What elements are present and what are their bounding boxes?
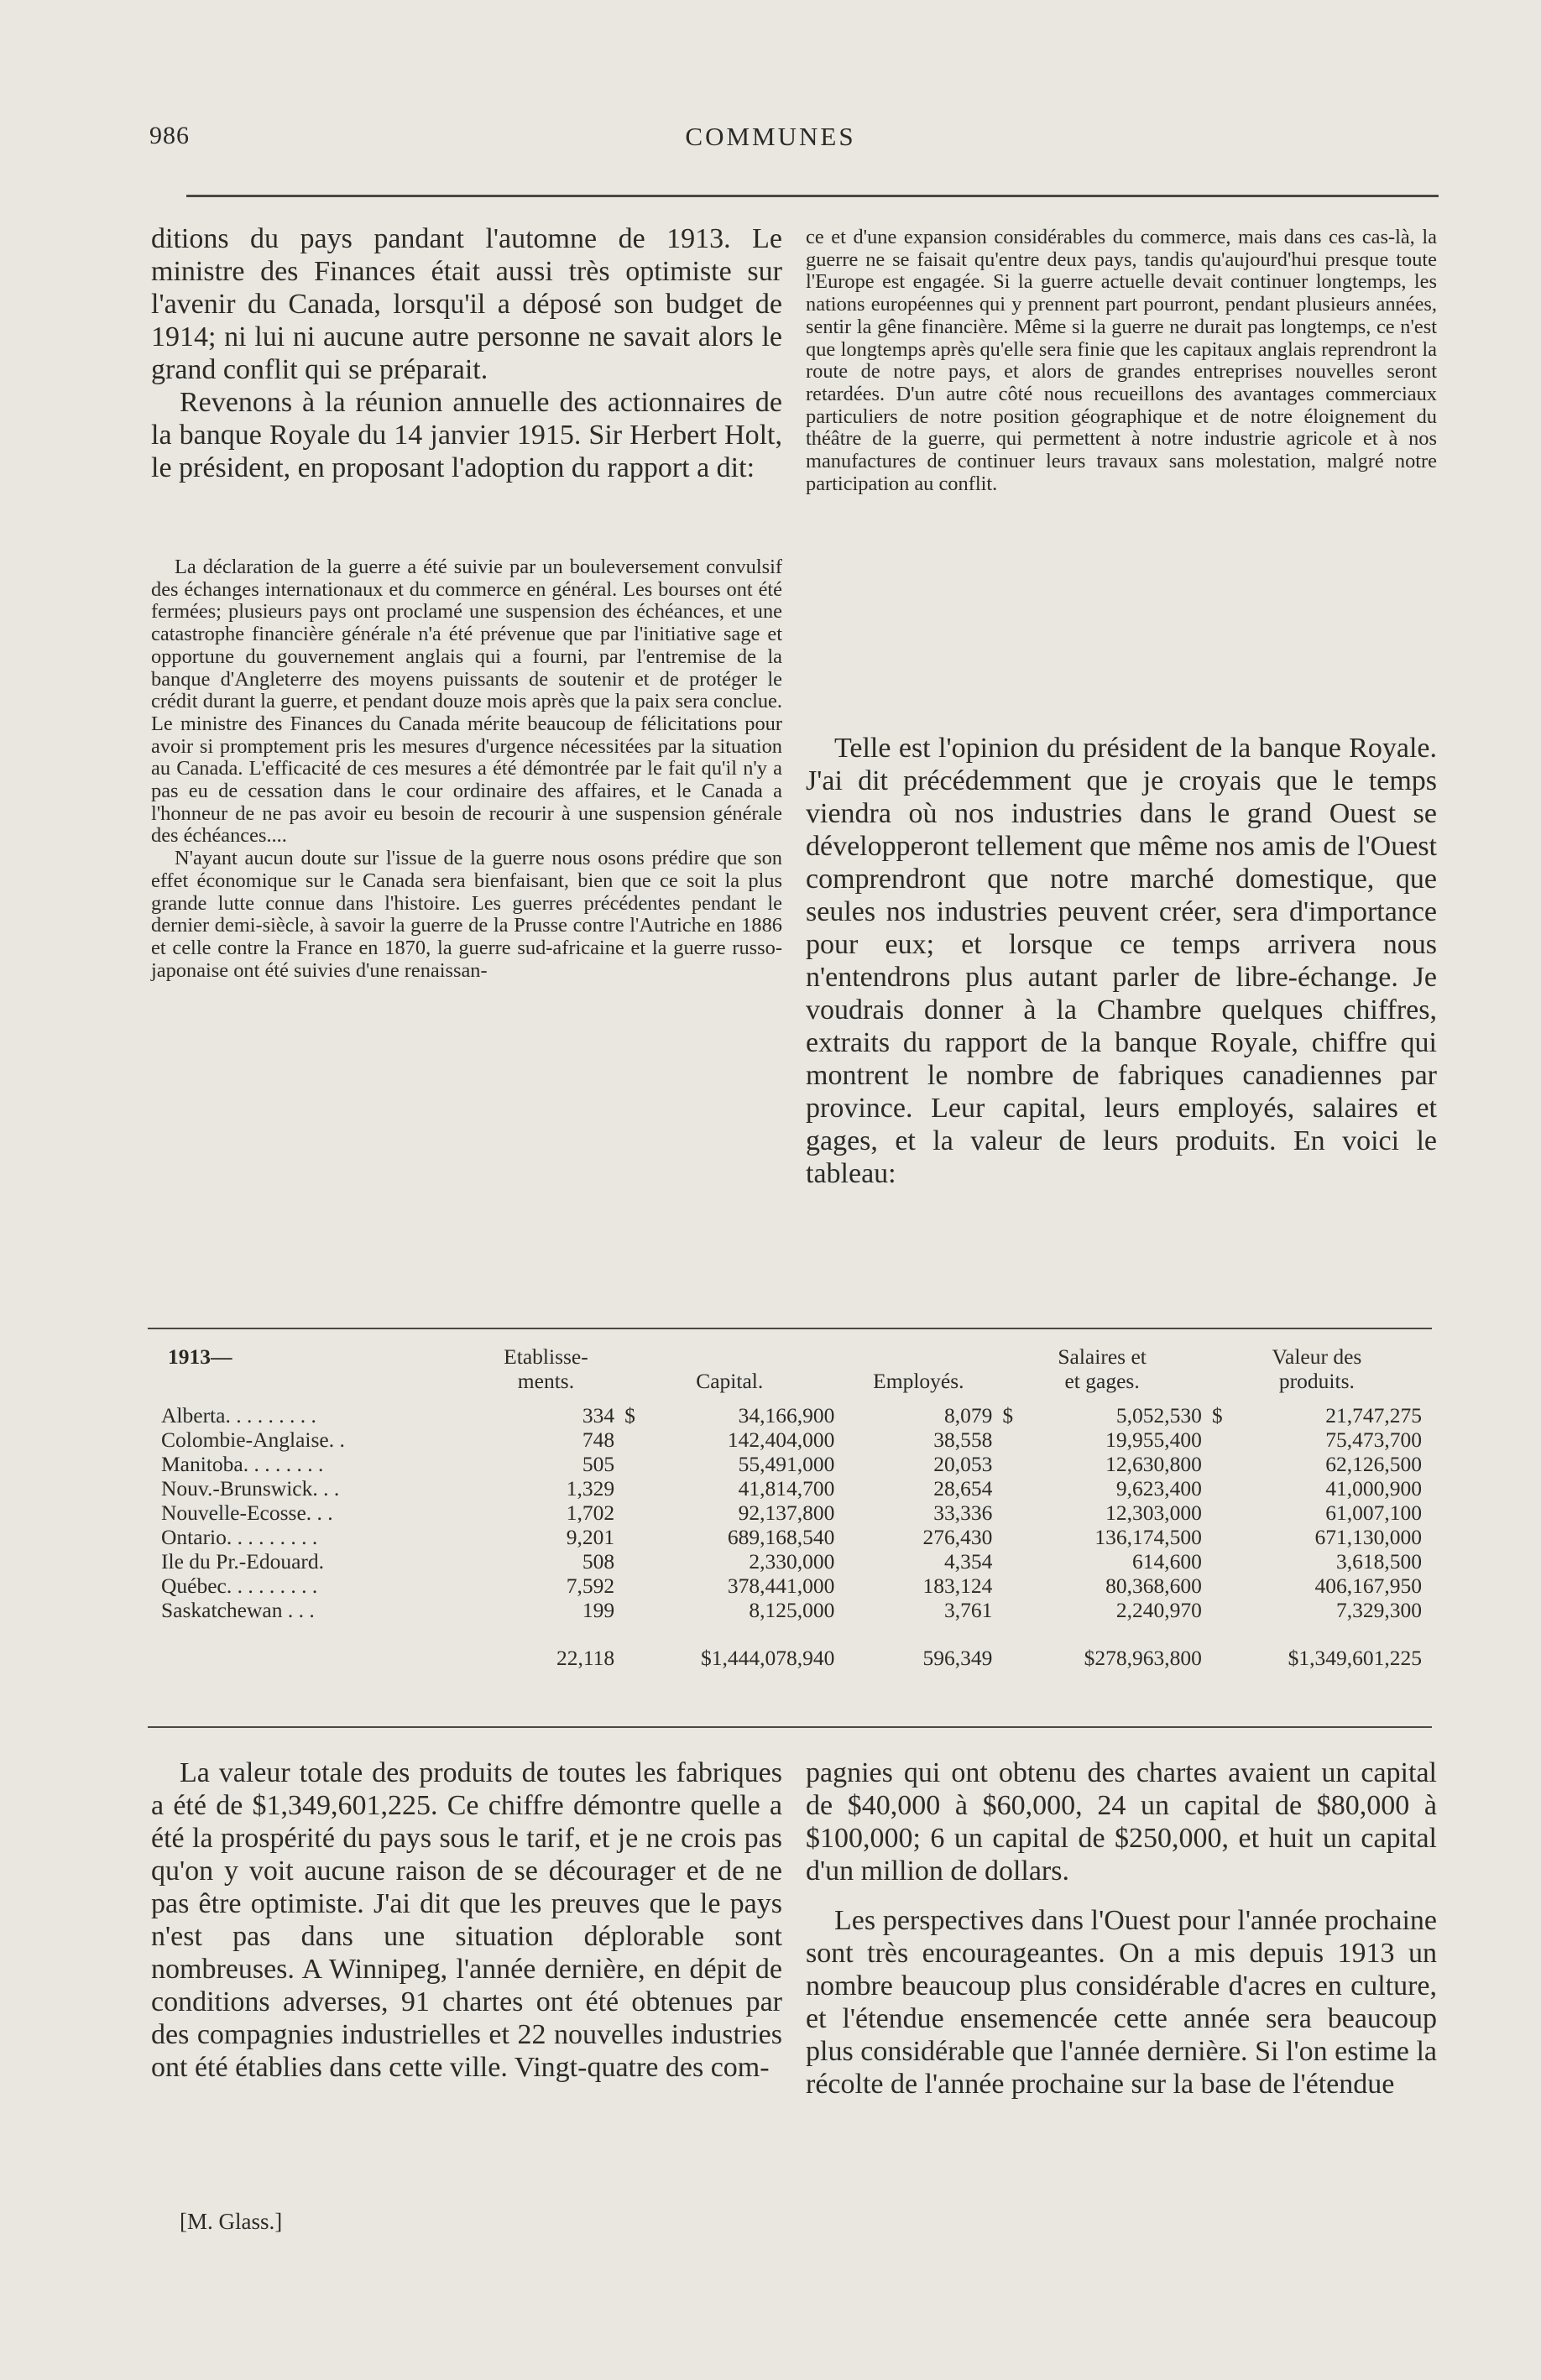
top-right-column bbox=[806, 732, 1437, 1190]
province-cell: Nouv.-Brunswick. . . bbox=[161, 1476, 340, 1501]
wages-cell: 19,955,400 bbox=[1105, 1427, 1202, 1452]
table-row bbox=[151, 1501, 1427, 1525]
establishments-cell: 508 bbox=[582, 1549, 615, 1574]
currency-cell bbox=[619, 1574, 640, 1598]
currency-cell bbox=[997, 1452, 1017, 1476]
establishments-cell: 334 bbox=[582, 1403, 615, 1427]
currency-cell bbox=[619, 1598, 640, 1622]
value-cell: 61,007,100 bbox=[1325, 1501, 1422, 1525]
value-cell: 41,000,900 bbox=[1325, 1476, 1422, 1501]
capital-header: Capital. bbox=[696, 1369, 764, 1393]
establishments-cell: 748 bbox=[582, 1427, 615, 1452]
capital-cell: 142,404,000 bbox=[727, 1427, 835, 1452]
table-row bbox=[151, 1427, 1427, 1452]
quote-paragraph: ce et d'une expansion considérables du commerce, mais dans ces cas-là, la guerre ne se faisait qu'entre deux pays, tandis qu'aujourd'hui presque toute l'Europe est engagée. Si la guerre actuelle devait continuer longtemps, les nations européennes qui y prennent part pourront, pendant plusieurs années, sentir la gêne financière. Même si la guerre ne durait pas longtemps, ce n'est que longtemps après qu'elle sera finie que les capitaux anglais reprendront la route de notre pays, et alors de grandes entreprises nouvelles seront retardées. D'un autre côté nous recueillons des avantages commerciaux particuliers de notre position géographique et de notre éloignement du théâtre de la guerre, qui permettent à notre industrie agricole et à nos manufactures de continuer leurs travaux sans molestation, malgré notre participation au conflit. bbox=[806, 226, 1437, 495]
currency-cell bbox=[619, 1427, 640, 1452]
currency-cell bbox=[997, 1549, 1017, 1574]
value-header: Valeur des produits. bbox=[1272, 1344, 1362, 1393]
quote-paragraph: La déclaration de la guerre a été suivie par un bouleversement convulsif des échanges internationaux et du commerce en général. Les bourses ont été fermées; plusieurs pays ont proclamé une suspension des échéances, et une catastrophe financière générale n'a été prévenue que par l'initiative sage et opportune du gouvernement anglais qui a fourni, par l'entremise de la banque d'Angleterre des moyens puissants de soutenir et de protéger le crédit durant la guerre, et pendant douze mois après que la paix sera conclue. Le ministre des Finances du Canada mérite beaucoup de félicitations pour avoir si promptement pris les mesures d'urgence nécessitées par la situation au Canada. L'efficacité de ces mesures a été démontrée par le fait qu'il n'y a pas eu de cessation dans le cour ordinaire des affaires, et le Canada a l'honneur de ne pas avoir eu besoin de recourir à une suspension générale des échéances.... bbox=[151, 556, 782, 848]
bottom-left-column bbox=[151, 1756, 782, 2084]
body-paragraph: pagnies qui ont obtenu des chartes avaient un capital de $40,000 à $60,000, 24 un capital de $80,000 à $100,000; 6 un capital de $250,000, et huit un capital d'un million de dollars. bbox=[806, 1757, 1437, 1887]
page-number: 986 bbox=[149, 122, 190, 149]
value-cell: 3,618,500 bbox=[1336, 1549, 1422, 1574]
wages-cell: 12,630,800 bbox=[1105, 1452, 1202, 1476]
totals-row bbox=[151, 1622, 1427, 1670]
wages-cell: 5,052,530 bbox=[1115, 1403, 1202, 1427]
table-row bbox=[151, 1549, 1427, 1574]
currency-cell bbox=[619, 1501, 640, 1525]
wages-cell: 9,623,400 bbox=[1115, 1476, 1202, 1501]
body-paragraph: Les perspectives dans l'Ouest pour l'année prochaine sont très encourageantes. On a mis depuis 1913 un nombre beaucoup plus considérable d'acres en culture, et l'étendue ensemencée cette année sera beaucoup plus considérable que l'année dernière. Si l'on estime la récolte de l'année prochaine sur la base de l'étendue bbox=[806, 1905, 1437, 2100]
body-paragraph: ditions du pays pandant l'automne de 1913. Le ministre des Finances était aussi très optimiste sur l'avenir du Canada, lorsqu'il a déposé son budget de 1914; ni lui ni aucune autre personne ne savait alors le grand conflit qui se préparait. bbox=[151, 223, 782, 385]
capital-cell: 378,441,000 bbox=[727, 1574, 835, 1598]
total-establishments-cell: 22,118 bbox=[556, 1646, 615, 1670]
totals-label-cell bbox=[151, 1622, 473, 1670]
body-paragraph: Revenons à la réunion annuelle des actionnaires de la banque Royale du 14 janvier 1915. Sir Herbert Holt, le président, en proposant l'adoption du rapport a dit: bbox=[151, 387, 782, 483]
currency-cell bbox=[997, 1476, 1017, 1501]
table-row bbox=[151, 1476, 1427, 1501]
establishments-cell: 505 bbox=[582, 1452, 615, 1476]
quote-right-column bbox=[806, 227, 1437, 495]
currency-cell bbox=[997, 1598, 1017, 1622]
wages-cell: 2,240,970 bbox=[1115, 1598, 1202, 1622]
capital-cell: 55,491,000 bbox=[738, 1452, 835, 1476]
employees-cell: 3,761 bbox=[944, 1598, 993, 1622]
running-title: COMMUNES bbox=[685, 122, 856, 151]
establishments-cell: 7,592 bbox=[566, 1574, 615, 1598]
currency-cell: $ bbox=[1002, 1403, 1014, 1427]
wages-cell: 12,303,000 bbox=[1105, 1501, 1202, 1525]
employees-cell: 183,124 bbox=[922, 1574, 993, 1598]
value-cell: 406,167,950 bbox=[1314, 1574, 1422, 1598]
province-cell: Ile du Pr.-Edouard. bbox=[161, 1549, 325, 1574]
currency-cell bbox=[619, 1549, 640, 1574]
province-cell: Colombie-Anglaise. . bbox=[161, 1427, 345, 1452]
employees-cell: 8,079 bbox=[944, 1403, 993, 1427]
table-row bbox=[151, 1598, 1427, 1622]
employees-cell: 20,053 bbox=[933, 1452, 993, 1476]
table-row bbox=[151, 1525, 1427, 1549]
currency-cell bbox=[1207, 1574, 1227, 1598]
currency-cell: $ bbox=[1211, 1403, 1223, 1427]
capital-cell: 2,330,000 bbox=[749, 1549, 835, 1574]
table-body bbox=[151, 1403, 1427, 1670]
total-value-cell: $1,349,601,225 bbox=[1288, 1646, 1422, 1670]
top-left-column bbox=[151, 222, 782, 484]
quote-paragraph: N'ayant aucun doute sur l'issue de la guerre nous osons prédire que son effet économique sur le Canada sera bienfaisant, bien que ce soit la plus grande lutte connue dans l'histoire. Les guerres précédentes pendant le dernier demi-siècle, à savoir la guerre de la Prusse contre l'Autriche en 1886 et celle contre la France en 1870, la guerre sud-africaine et la guerre russo-japonaise ont été suivies d'une renaissan- bbox=[151, 847, 782, 982]
employees-cell: 33,336 bbox=[933, 1501, 993, 1525]
value-cell: 21,747,275 bbox=[1325, 1403, 1422, 1427]
employees-cell: 28,654 bbox=[933, 1476, 993, 1501]
body-paragraph: La valeur totale des produits de toutes les fabriques a été de $1,349,601,225. Ce chiffre démontre quelle a été la prospérité du pays sous le tarif, et je ne crois pas qu'on y voit aucune raison de se décourager et de ne pas être optimiste. J'ai dit que les preuves que le pays n'est pas dans une situation déplorable sont nombreuses. A Winnipeg, l'année dernière, en dépit de conditions adverses, 91 chartes ont été obtenues par des compagnies industrielles et 22 nouvelles industries ont été établies dans cette ville. Vingt-quatre des com- bbox=[151, 1757, 782, 2083]
capital-cell: 689,168,540 bbox=[727, 1525, 835, 1549]
header-rule bbox=[186, 195, 1439, 197]
establishments-cell: 1,329 bbox=[566, 1476, 615, 1501]
table-top-rule bbox=[148, 1328, 1432, 1329]
currency-cell: $ bbox=[624, 1403, 635, 1427]
province-cell: Alberta. . . . . . . . . bbox=[161, 1403, 316, 1427]
currency-cell bbox=[1207, 1598, 1227, 1622]
bottom-right-column bbox=[806, 1756, 1437, 2101]
value-cell: 62,126,500 bbox=[1325, 1452, 1422, 1476]
capital-cell: 41,814,700 bbox=[738, 1476, 835, 1501]
employees-header: Employés. bbox=[873, 1369, 964, 1393]
currency-cell bbox=[1207, 1476, 1227, 1501]
capital-cell: 8,125,000 bbox=[749, 1598, 835, 1622]
employees-cell: 276,430 bbox=[922, 1525, 993, 1549]
currency-cell bbox=[1207, 1549, 1227, 1574]
province-cell: Manitoba. . . . . . . . bbox=[161, 1452, 324, 1476]
employees-cell: 4,354 bbox=[944, 1549, 993, 1574]
currency-cell bbox=[997, 1574, 1017, 1598]
currency-cell bbox=[997, 1525, 1017, 1549]
speaker-attribution: [M. Glass.] bbox=[180, 2209, 283, 2234]
total-employees-cell: 596,349 bbox=[922, 1646, 993, 1670]
establishments-cell: 1,702 bbox=[566, 1501, 615, 1525]
province-cell: Ontario. . . . . . . . . bbox=[161, 1525, 318, 1549]
wages-cell: 80,368,600 bbox=[1105, 1574, 1202, 1598]
establishments-header: Etablisse- ments. bbox=[504, 1344, 588, 1393]
table-row bbox=[151, 1403, 1427, 1427]
establishments-cell: 199 bbox=[582, 1598, 615, 1622]
wages-cell: 614,600 bbox=[1131, 1549, 1202, 1574]
quote-left-column bbox=[151, 556, 782, 982]
currency-cell bbox=[997, 1501, 1017, 1525]
establishments-cell: 9,201 bbox=[566, 1525, 615, 1549]
capital-cell: 34,166,900 bbox=[738, 1403, 835, 1427]
currency-cell bbox=[1207, 1501, 1227, 1525]
currency-cell bbox=[619, 1476, 640, 1501]
body-paragraph: Telle est l'opinion du président de la banque Royale. J'ai dit précédemment que je croyais que le temps viendra où nos industries dans le grand Ouest se développeront tellement que même nos amis de l'Ouest comprendront que notre marché domestique, que seules nos industries peuvent créer, sera d'importance pour eux; et lorsque ce temps arrivera nous n'entendrons plus autant parler de libre-échange. Je voudrais donner à la Chambre quelques chiffres, extraits du rapport de la banque Royale, chiffre qui montrent le nombre de fabriques canadiennes par province. Leur capital, leurs employés, salaires et gages, et la valeur de leurs produits. En voici le tableau: bbox=[806, 733, 1437, 1189]
currency-cell bbox=[997, 1427, 1017, 1452]
capital-cell: 92,137,800 bbox=[738, 1501, 835, 1525]
currency-cell bbox=[1207, 1427, 1227, 1452]
currency-cell bbox=[1207, 1525, 1227, 1549]
manufactures-table bbox=[151, 1344, 1427, 1670]
province-cell: Québec. . . . . . . . . bbox=[161, 1574, 318, 1598]
currency-cell bbox=[619, 1452, 640, 1476]
wages-header: Salaires et et gages. bbox=[1058, 1344, 1147, 1393]
table-row bbox=[151, 1452, 1427, 1476]
currency-cell bbox=[619, 1525, 640, 1549]
employees-cell: 38,558 bbox=[933, 1427, 993, 1452]
total-capital-cell: $1,444,078,940 bbox=[700, 1646, 835, 1670]
province-cell: Nouvelle-Ecosse. . . bbox=[161, 1501, 333, 1525]
total-wages-cell: $278,963,800 bbox=[1084, 1646, 1202, 1670]
year-header: 1913— bbox=[168, 1344, 232, 1369]
table-header-row bbox=[151, 1344, 1427, 1403]
table-bottom-rule bbox=[148, 1726, 1432, 1728]
province-cell: Saskatchewan . . . bbox=[161, 1598, 315, 1622]
value-cell: 75,473,700 bbox=[1325, 1427, 1422, 1452]
value-cell: 671,130,000 bbox=[1314, 1525, 1422, 1549]
currency-cell bbox=[1207, 1452, 1227, 1476]
table-row bbox=[151, 1574, 1427, 1598]
wages-cell: 136,174,500 bbox=[1094, 1525, 1202, 1549]
value-cell: 7,329,300 bbox=[1336, 1598, 1422, 1622]
